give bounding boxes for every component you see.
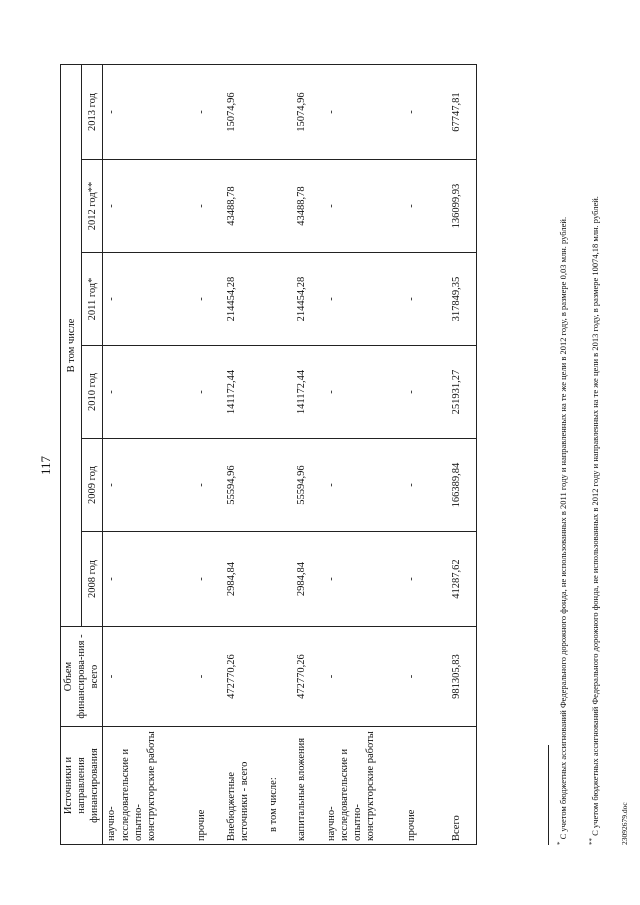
cell-value: -	[403, 253, 437, 346]
footnote-2	[588, 55, 601, 845]
footnote-text: С учетом бюджетных ассигнований Федерального дорожного фонда, не использованных в 2011 году и направленных на те же цели в 2012 году, в размере 0,03 млн. рублей.	[557, 216, 568, 840]
cell-value: -	[323, 532, 403, 627]
header-year: 2011 год*	[82, 253, 103, 346]
row-total: 981305,83	[437, 627, 477, 727]
cell-value: -	[403, 64, 437, 159]
header-year: 2008 год	[82, 532, 103, 627]
cell-value: -	[193, 64, 223, 159]
cell-value: -	[103, 532, 193, 627]
cell-value: -	[403, 439, 437, 532]
cell-value: -	[103, 346, 193, 439]
footnote-text: С учетом бюджетных ассигнований Федерального дорожного фонда, не использованных в 2012 году и направленных на те же цели в 2013 году, в размере 10074,18 млн. рублей.	[589, 196, 600, 836]
row-total: -	[193, 627, 223, 727]
table-row	[293, 64, 323, 844]
table-row	[223, 64, 265, 844]
cell-value: 214454,28	[293, 253, 323, 346]
header-year: 2009 год	[82, 439, 103, 532]
cell-value: 251931,27	[437, 346, 477, 439]
cell-value: 41287,62	[437, 532, 477, 627]
cell-value	[265, 439, 293, 532]
cell-value: -	[323, 439, 403, 532]
cell-value: -	[103, 64, 193, 159]
cell-value: -	[193, 160, 223, 253]
cell-value: 141172,44	[293, 346, 323, 439]
cell-value: 43488,78	[293, 160, 323, 253]
row-total: -	[103, 627, 193, 727]
row-label: научно-исследовательские и опытно-конструкторские работы	[323, 727, 403, 845]
cell-value: 136099,93	[437, 160, 477, 253]
row-total	[265, 627, 293, 727]
table-row-total	[437, 64, 477, 844]
footnote-mark: *	[556, 841, 564, 845]
row-label: капитальные вложения	[293, 727, 323, 845]
header-total: Объем финансирова-ния - всего	[61, 627, 103, 727]
header-group: В том числе	[61, 64, 82, 626]
cell-value: -	[103, 439, 193, 532]
row-label: Внебюджетные источники - всего	[223, 727, 265, 845]
cell-value	[265, 532, 293, 627]
table-row	[323, 64, 403, 844]
cell-value: -	[103, 253, 193, 346]
row-total: 472770,26	[293, 627, 323, 727]
cell-value	[265, 253, 293, 346]
row-label: в том числе:	[265, 727, 293, 845]
row-label: научно-исследовательские и опытно-конструкторские работы	[103, 727, 193, 845]
cell-value: -	[403, 160, 437, 253]
cell-value	[265, 64, 293, 159]
cell-value: 141172,44	[223, 346, 265, 439]
cell-value: -	[193, 532, 223, 627]
cell-value: 67747,81	[437, 64, 477, 159]
header-sources: Источники и направления финансирования	[61, 727, 103, 845]
header-year: 2013 год	[82, 64, 103, 159]
footnote-divider	[548, 745, 549, 845]
row-label: прочие	[193, 727, 223, 845]
cell-value: -	[193, 253, 223, 346]
cell-value: 214454,28	[223, 253, 265, 346]
doc-filename: 23092679.doc	[620, 802, 629, 845]
cell-value: 15074,96	[223, 64, 265, 159]
cell-value: 55594,96	[293, 439, 323, 532]
row-total: 472770,26	[223, 627, 265, 727]
page-number: 117	[38, 455, 53, 475]
footnote-1	[556, 55, 569, 845]
cell-value: 166389,84	[437, 439, 477, 532]
table-row	[403, 64, 437, 844]
cell-value: -	[193, 346, 223, 439]
table-row	[265, 64, 293, 844]
row-label: прочие	[403, 727, 437, 845]
cell-value: 317849,35	[437, 253, 477, 346]
table-row	[193, 64, 223, 844]
cell-value	[265, 160, 293, 253]
financing-table	[60, 64, 477, 845]
cell-value: -	[103, 160, 193, 253]
table-row	[103, 64, 193, 844]
cell-value: 55594,96	[223, 439, 265, 532]
cell-value: 43488,78	[223, 160, 265, 253]
cell-value: -	[323, 160, 403, 253]
cell-value: -	[403, 346, 437, 439]
row-total: -	[323, 627, 403, 727]
cell-value: 15074,96	[293, 64, 323, 159]
cell-value: 2984,84	[223, 532, 265, 627]
cell-value: -	[403, 532, 437, 627]
header-year: 2010 год	[82, 346, 103, 439]
row-label: Всего	[437, 727, 477, 845]
header-year: 2012 год**	[82, 160, 103, 253]
cell-value: 2984,84	[293, 532, 323, 627]
cell-value: -	[323, 253, 403, 346]
cell-value	[265, 346, 293, 439]
cell-value: -	[323, 346, 403, 439]
cell-value: -	[323, 64, 403, 159]
row-total: -	[403, 627, 437, 727]
cell-value: -	[193, 439, 223, 532]
footnote-mark: **	[588, 838, 596, 845]
